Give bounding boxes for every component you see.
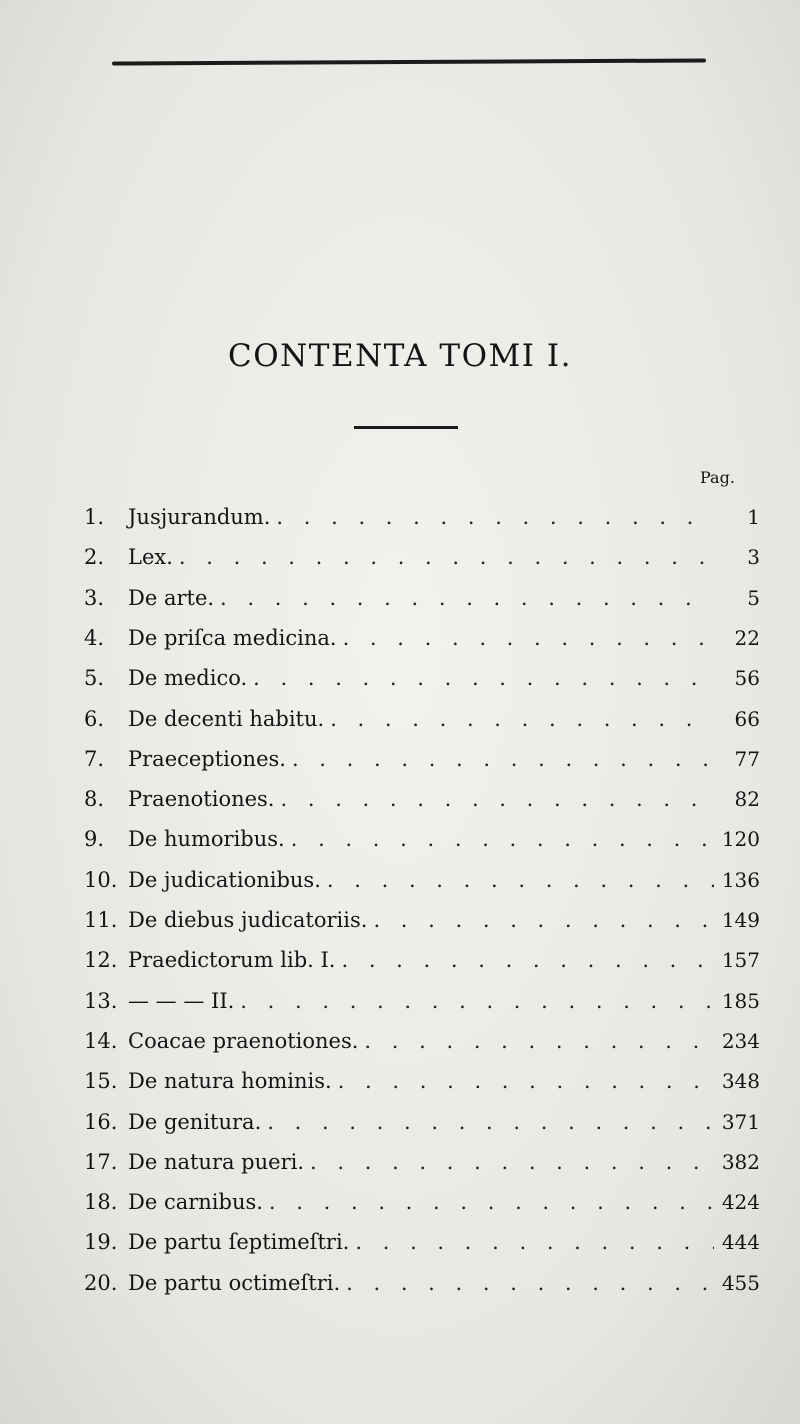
entry-title: Lex. (128, 545, 173, 569)
entry-number: 10. (84, 868, 118, 892)
toc-entry (84, 707, 760, 741)
dot-leader (269, 1190, 714, 1214)
dot-leader (373, 908, 714, 932)
dot-leader (291, 827, 714, 851)
toc-entry (84, 545, 760, 579)
entry-title: De diebus judicatoriis. (128, 908, 368, 932)
toc-entry (84, 1110, 760, 1144)
entry-number: 5. (84, 666, 105, 690)
entry-title: De arte. (128, 586, 215, 610)
dot-leader (355, 1230, 714, 1254)
entry-title: Praenotiones. (128, 787, 275, 811)
entry-number: 20. (84, 1271, 118, 1295)
entry-page-number: 56 (734, 666, 760, 690)
entry-number: 12. (84, 948, 118, 972)
entry-page-number: 424 (721, 1190, 760, 1214)
dot-leader (276, 505, 714, 529)
top-rule (112, 58, 706, 65)
dot-leader (281, 787, 715, 811)
entry-number: 6. (84, 707, 105, 731)
entry-page-number: 149 (721, 908, 760, 932)
dot-leader (292, 747, 714, 771)
toc-entry (84, 868, 760, 902)
entry-title: Praedictorum lib. I. (128, 948, 336, 972)
entry-title: De medico. (128, 666, 248, 690)
entry-number: 4. (84, 626, 105, 650)
toc-entry (84, 989, 760, 1023)
entry-page-number: 82 (734, 787, 760, 811)
toc-entry (84, 1150, 760, 1184)
toc-entry (84, 827, 760, 861)
entry-page-number: 185 (721, 989, 760, 1013)
page-title: CONTENTA TOMI I. (228, 338, 572, 374)
entry-title: De priſca medicina. (128, 626, 337, 650)
entry-title: Praeceptiones. (128, 747, 286, 771)
entry-title: De natura hominis. (128, 1069, 332, 1093)
pag-label: Pag. (700, 468, 735, 487)
entry-page-number: 3 (747, 545, 760, 569)
entry-page-number: 382 (721, 1150, 760, 1174)
entry-number: 8. (84, 787, 105, 811)
dot-leader (343, 626, 714, 650)
toc-entry (84, 586, 760, 620)
toc-entry (84, 1230, 760, 1264)
entry-number: 13. (84, 989, 118, 1013)
title-rule (354, 426, 458, 429)
dot-leader (346, 1271, 714, 1295)
entry-page-number: 234 (721, 1029, 760, 1053)
toc-entry (84, 1029, 760, 1063)
entry-number: 18. (84, 1190, 118, 1214)
entry-page-number: 66 (734, 707, 760, 731)
entry-number: 14. (84, 1029, 118, 1053)
entry-title: Coacae praenotiones. (128, 1029, 359, 1053)
toc-entry (84, 908, 760, 942)
dot-leader (364, 1029, 714, 1053)
dot-leader (338, 1069, 714, 1093)
entry-number: 1. (84, 505, 105, 529)
toc-entry (84, 1271, 760, 1305)
entry-title: De partu octimeſtri. (128, 1271, 341, 1295)
entry-page-number: 455 (721, 1271, 760, 1295)
entry-title: De natura pueri. (128, 1150, 305, 1174)
entry-page-number: 1 (747, 505, 760, 529)
entry-title: De partu ſeptimeſtri. (128, 1230, 350, 1254)
entry-page-number: 157 (721, 948, 760, 972)
toc-entry (84, 948, 760, 982)
toc-entry (84, 626, 760, 660)
entry-title: De carnibus. (128, 1190, 263, 1214)
entry-number: 16. (84, 1110, 118, 1134)
dot-leader (341, 948, 714, 972)
dot-leader (327, 868, 714, 892)
toc-entry (84, 1190, 760, 1224)
entry-title: De decenti habitu. (128, 707, 325, 731)
entry-number: 11. (84, 908, 118, 932)
entry-page-number: 371 (721, 1110, 760, 1134)
entry-number: 2. (84, 545, 105, 569)
toc-entry (84, 1069, 760, 1103)
entry-page-number: 444 (721, 1230, 760, 1254)
dot-leader (310, 1150, 714, 1174)
dot-leader (220, 586, 714, 610)
dot-leader (267, 1110, 714, 1134)
entry-page-number: 22 (734, 626, 760, 650)
entry-page-number: 136 (721, 868, 760, 892)
dot-leader (240, 989, 714, 1013)
entry-title: — — — II. (128, 989, 235, 1013)
toc-entry (84, 747, 760, 781)
entry-page-number: 120 (721, 827, 760, 851)
entry-number: 17. (84, 1150, 118, 1174)
toc-entry (84, 505, 760, 539)
dot-leader (179, 545, 714, 569)
dot-leader (253, 666, 714, 690)
entry-page-number: 5 (747, 586, 760, 610)
entry-number: 15. (84, 1069, 118, 1093)
entry-number: 19. (84, 1230, 118, 1254)
toc-entry (84, 666, 760, 700)
entry-number: 7. (84, 747, 105, 771)
entry-title: De humoribus. (128, 827, 285, 851)
entry-page-number: 77 (734, 747, 760, 771)
entry-title: De genitura. (128, 1110, 262, 1134)
entry-title: De judicationibus. (128, 868, 321, 892)
entry-number: 9. (84, 827, 105, 851)
entry-number: 3. (84, 586, 105, 610)
toc-entry (84, 787, 760, 821)
entry-page-number: 348 (721, 1069, 760, 1093)
entry-title: Jusjurandum. (128, 505, 271, 529)
dot-leader (330, 707, 714, 731)
